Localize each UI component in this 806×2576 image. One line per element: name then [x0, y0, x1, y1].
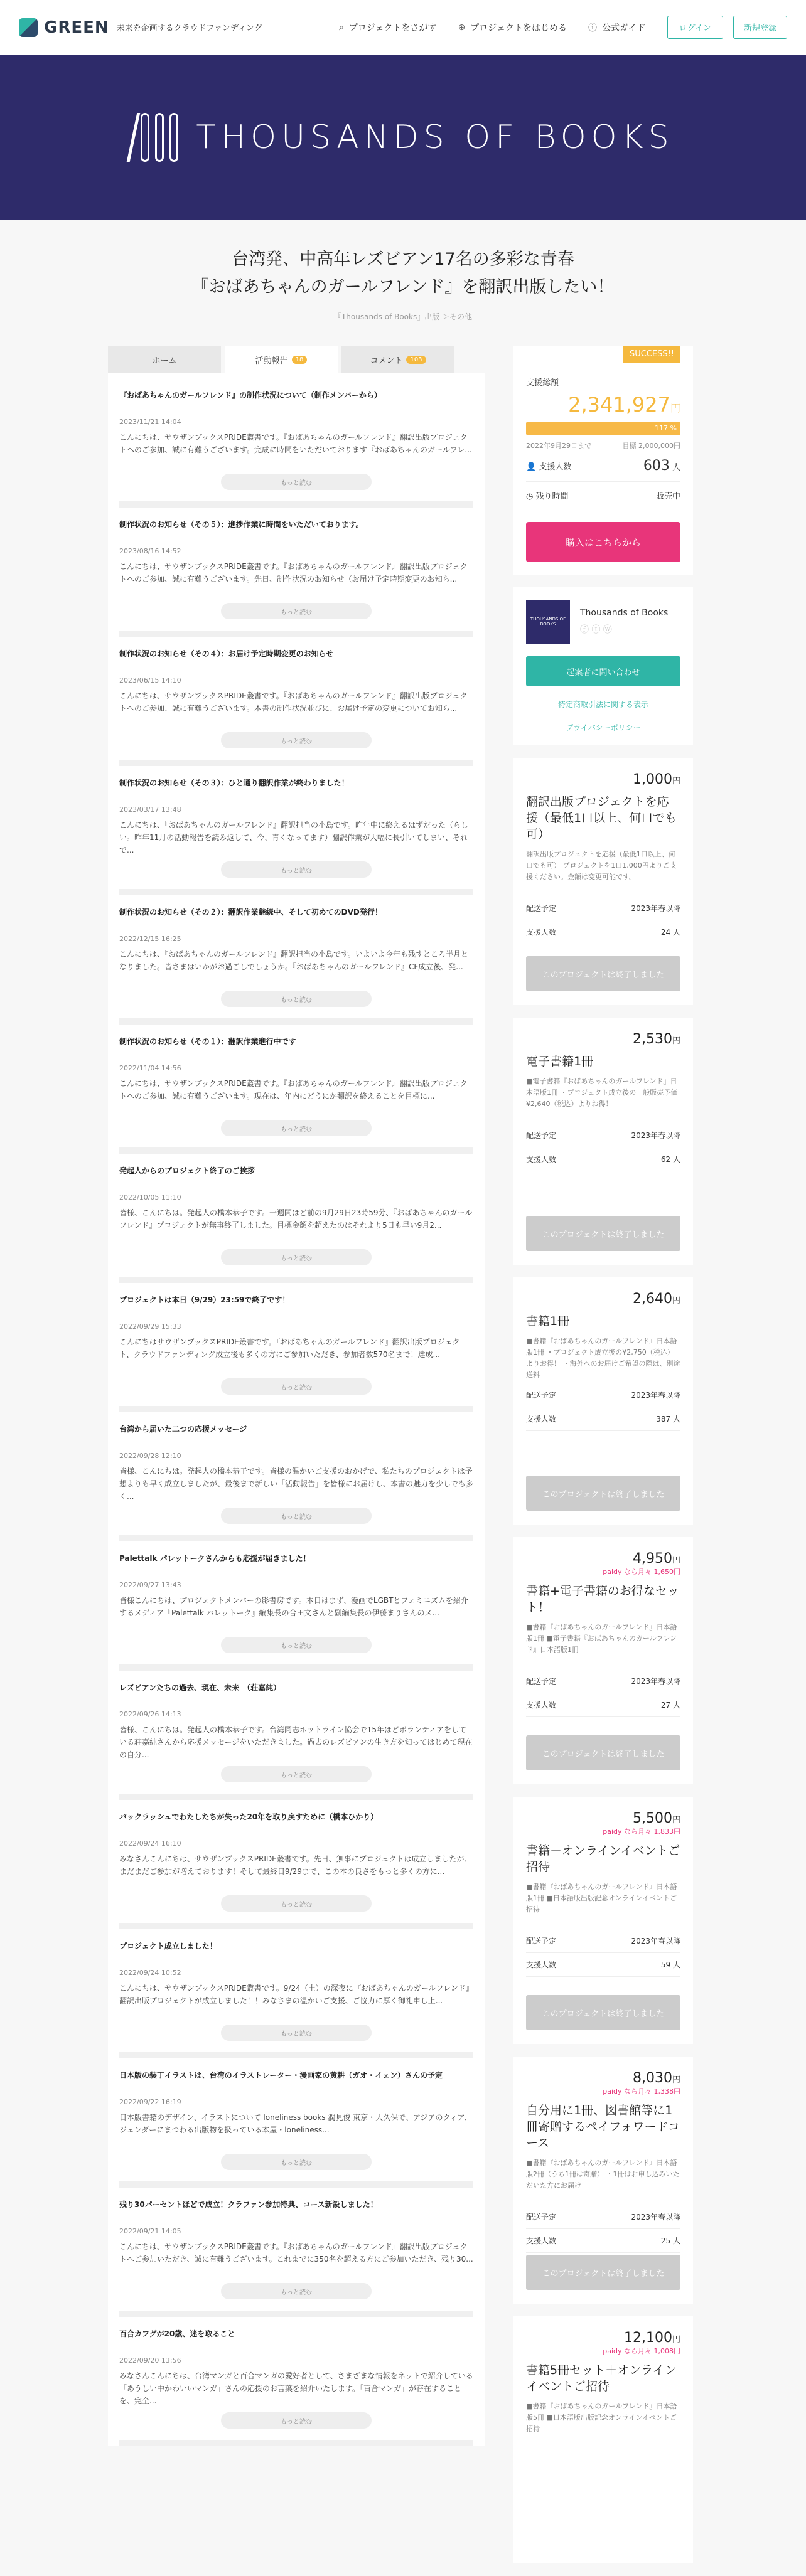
post-date: 2022/11/04 14:56: [119, 1064, 181, 1072]
price-unit: 円: [672, 1556, 680, 1565]
reward-title: 翻訳出版プロジェクトを応援（最低1口以上、何口でも可）: [526, 795, 677, 841]
paidy-note: paidy なら月々 1,833円: [603, 1828, 680, 1836]
ship-label: 配送予定: [526, 1677, 557, 1686]
tab-label: 活動報告: [255, 356, 288, 366]
login-button[interactable]: ログイン: [667, 16, 723, 39]
report-post: [119, 378, 473, 508]
total-amount: [526, 393, 680, 417]
reward-desc: ■書籍『おばあちゃんのガールフレンド』日本語版1冊 ■日本語版出版記念オンラインイベントご招待: [526, 1883, 677, 1913]
post-title[interactable]: 『おばあちゃんのガールフレンド』の制作状況について（制作メンバーから）: [119, 391, 382, 400]
sup-label: 支援人数: [526, 1961, 557, 1969]
reward-title: 書籍1冊: [526, 1314, 570, 1328]
ship-value: 2023年春以降: [631, 904, 680, 913]
report-post: [119, 1929, 473, 2058]
report-post: [119, 1800, 473, 1929]
post-title[interactable]: バックラッシュでわたしたちが失った20年を取り戻すために（橋本ひかり）: [119, 1812, 379, 1821]
sup-value: 25 人: [660, 2237, 680, 2245]
post-date: 2022/09/24 16:10: [119, 1839, 181, 1848]
sup-label: 支援人数: [526, 1415, 557, 1424]
reward-title: 自分用に1冊、図書館等に1冊寄贈するペイフォワードコース: [526, 2104, 680, 2150]
ship-label: 配送予定: [526, 2213, 557, 2222]
clock-icon: ◷: [526, 492, 536, 501]
sup-value: 59 人: [660, 1961, 680, 1969]
reward-price: [526, 772, 680, 787]
reward-desc: ■書籍『おばあちゃんのガールフレンド』日本語版1冊 ・プロジェクト成立後の¥2,750（税込）よりお得！ ・海外へのお届けご希望の際は、別途送料: [526, 1337, 680, 1379]
nav-label: プロジェクトをさがす: [348, 23, 437, 33]
post-title[interactable]: プロジェクトは本日（9/29）23:59で終了です！: [119, 1296, 290, 1304]
post-title[interactable]: 台湾から届いた二つの応援メッセージ: [119, 1425, 247, 1434]
ship-value: 2023年春以降: [631, 1391, 680, 1400]
supporters-row: [526, 450, 680, 482]
sup-value: 62 人: [660, 1155, 680, 1164]
nav-find-projects[interactable]: [339, 21, 437, 34]
post-title[interactable]: 発起人からのプロジェクト終了のご挨拶: [119, 1166, 255, 1175]
price-value: 2,530: [633, 1031, 672, 1047]
reward-price: [526, 2330, 680, 2346]
top-nav: [339, 16, 787, 39]
project-title-block: [0, 220, 806, 322]
reward-price: [526, 1291, 680, 1307]
post-date: 2023/08/16 14:52: [119, 547, 181, 555]
post-date: 2022/09/29 15:33: [119, 1323, 181, 1331]
label-text: 支援人数: [539, 462, 572, 472]
post-date: 2023/03/17 13:48: [119, 806, 181, 814]
reward-supporters-row: [526, 1693, 680, 1717]
green-logo-icon: [19, 18, 38, 37]
signup-button[interactable]: 新規登録: [733, 16, 787, 39]
report-post: [119, 1541, 473, 1671]
reward-supporters-row: [526, 1147, 680, 1171]
report-post: [119, 1412, 473, 1541]
report-post: [119, 895, 473, 1025]
info-icon: ⓘ: [588, 23, 598, 33]
price-unit: 円: [672, 1296, 680, 1306]
amount-unit: 円: [670, 402, 680, 414]
sup-value: 24 人: [660, 928, 680, 937]
post-date: 2022/09/20 13:56: [119, 2356, 181, 2365]
post-excerpt: みなさんこんにちは、サウザンブックスPRIDE叢書です。先日、無事にプロジェクトは成立しましたが、まだまだご参加が増えております！そして最終日9/29まで、この本の良さをもっと多くの方に...: [119, 1855, 472, 1876]
logo[interactable]: [19, 18, 109, 37]
read-more-button[interactable]: もっと読む: [221, 2025, 372, 2041]
paidy-note: paidy なら月々 1,008円: [603, 2347, 680, 2355]
reward-supporters-row: [526, 2229, 680, 2253]
ship-value: 2023年春以降: [631, 1677, 680, 1686]
ship-value: 2023年春以降: [631, 1131, 680, 1140]
facebook-icon[interactable]: ⓕ: [580, 625, 589, 635]
goal: 目標 2,000,000円: [622, 442, 680, 450]
reward-card[interactable]: [513, 1537, 693, 1784]
read-more-button[interactable]: もっと読む: [221, 474, 372, 490]
post-excerpt: 皆様、こんにちは。発起人の橋本恭子です。台湾同志ホットライン協会で15年ほどボランティアをしている荘嘉純さんから応援メッセージをいただきました。過去のレズビアンの生き方を知ってはじめて現在の自分...: [119, 1725, 473, 1759]
reward-list: [513, 758, 693, 2563]
reward-price: [526, 1811, 680, 1826]
tagline: 未来を企画するクラウドファンディング: [116, 24, 262, 33]
count-badge: 18: [292, 356, 308, 364]
title-line-1: 台湾発、中高年レズビアン17名の多彩な青春: [232, 250, 574, 269]
remaining-label: [526, 489, 569, 501]
legal-notice-link[interactable]: 特定商取引法に関する表示: [557, 700, 648, 709]
funding-summary: [513, 346, 693, 575]
reward-price: [526, 2070, 680, 2086]
count-badge: 103: [406, 356, 426, 364]
tab-comments[interactable]: [341, 346, 454, 373]
twitter-icon[interactable]: ⓣ: [591, 625, 601, 635]
reward-card[interactable]: [513, 1797, 693, 2044]
reward-title: 電子書籍1冊: [526, 1055, 594, 1068]
report-post: [119, 508, 473, 637]
read-more-button[interactable]: もっと読む: [221, 603, 372, 619]
post-date: 2022/10/05 11:10: [119, 1193, 181, 1201]
price-unit: 円: [672, 2075, 680, 2085]
reward-card[interactable]: [513, 2316, 693, 2563]
ship-value: 2023年春以降: [631, 1937, 680, 1945]
report-post: [119, 766, 473, 895]
report-post: [119, 2188, 473, 2317]
nav-guide[interactable]: [588, 21, 646, 34]
amount-value: 2,341,927: [568, 393, 670, 417]
ship-row: [526, 897, 680, 920]
reward-card[interactable]: [513, 2057, 693, 2304]
tab-reports[interactable]: [225, 346, 338, 373]
tab-bar: [108, 346, 485, 373]
sup-value: 387 人: [656, 1415, 680, 1424]
progress-bar: 117 %: [526, 422, 680, 435]
nav-label: プロジェクトをはじめる: [470, 23, 567, 33]
reward-title: 書籍＋オンラインイベントご招待: [526, 1844, 680, 1874]
reward-supporters-row: [526, 920, 680, 944]
report-post: [119, 2317, 473, 2446]
ended-button: このプロジェクトは終了しました: [526, 1735, 680, 1770]
report-post: [119, 1671, 473, 1800]
supporters-label: [526, 460, 571, 472]
nav-start-project[interactable]: [458, 21, 567, 34]
success-badge: SUCCESS!!: [623, 346, 680, 363]
ship-row: [526, 1383, 680, 1407]
breadcrumb[interactable]: 『Thousands of Books』出版 ＞その他: [333, 312, 473, 321]
ended-button: このプロジェクトは終了しました: [526, 1995, 680, 2030]
post-excerpt: こんにちは、『おばあちゃんのガールフレンド』翻訳担当の小島です。いよいよ今年も残すところ半月となりました。皆さまはいかがお過ごしでしょうか。『おばあちゃんのガールフレンド』CF成立後、発...: [119, 950, 469, 971]
post-date: 2023/11/21 14:04: [119, 418, 181, 426]
deadline-row: [526, 440, 680, 450]
post-excerpt: 皆様こんにちは、プロジェクトメンバーの影書房です。本日はまず、漫画でLGBTとフェミニズムを紹介するメディア『Palettalk パレットーク』編集長の合田文さんと副編集長の伊藤まりさんのメ...: [119, 1596, 468, 1617]
post-date: 2022/09/28 12:10: [119, 1452, 181, 1460]
report-post: [119, 1025, 473, 1154]
reward-desc: ■電子書籍『おばあちゃんのガールフレンド』日本語版1冊 ・プロジェクト成立後の一般販売予価¥2,640（税込）よりお得！: [526, 1077, 678, 1108]
post-date: 2022/09/21 14:05: [119, 2227, 181, 2235]
ship-row: [526, 1929, 680, 1953]
price-value: 5,500: [633, 1811, 672, 1826]
report-post: [119, 1154, 473, 1283]
read-more-button[interactable]: もっと読む: [221, 2412, 372, 2429]
price-unit: 円: [672, 2335, 680, 2344]
post-excerpt: こんにちは、サウザンブックスPRIDE叢書です。『おばあちゃんのガールフレンド』翻訳出版プロジェクトへのご参加、誠に有難うございます。完成に時間をいただいております『おばあちゃんのガールフレ...: [119, 433, 472, 454]
sup-value: 27 人: [660, 1701, 680, 1710]
report-post: [119, 2058, 473, 2188]
books-logo-icon: [132, 113, 178, 162]
deadline: 2022年9月29日まで: [526, 442, 591, 450]
owner-name[interactable]: Thousands of Books: [580, 608, 669, 618]
post-excerpt: こんにちは、サウザンブックスPRIDE叢書です。『おばあちゃんのガールフレンド』翻訳出版プロジェクトへのご参加、誠に有難うございます。現在は、年内にどうにか翻訳を終えることを目標に...: [119, 1079, 468, 1100]
project-title: [0, 246, 806, 301]
supporters-count: 603: [643, 458, 670, 474]
post-title[interactable]: 残り30パーセントほどで成立！クラファン参加特典、コース新設しました！: [119, 2200, 378, 2209]
sup-label: 支援人数: [526, 1155, 557, 1164]
ship-label: 配送予定: [526, 904, 557, 913]
remaining-row: [526, 482, 680, 509]
reward-card[interactable]: [513, 1277, 693, 1525]
owner-card: [513, 587, 693, 745]
label-text: 残り時間: [535, 492, 569, 501]
post-title[interactable]: 日本版の装丁イラストは、台湾のイラストレーター・漫画家の黄耕（ガオ・イェン）さんの予定: [119, 2071, 443, 2080]
sup-label: 支援人数: [526, 1701, 557, 1710]
web-icon[interactable]: ⓦ: [603, 625, 612, 635]
ship-row: [526, 1669, 680, 1693]
ship-row: [526, 2205, 680, 2229]
reward-desc: 翻訳出版プロジェクトを応援（最低1口以上、何口でも可） プロジェクトを1口1,000円よりご支援ください。金額は変更可能です。: [526, 850, 677, 881]
reward-card[interactable]: [513, 758, 693, 1005]
ship-row: [526, 1124, 680, 1147]
post-title[interactable]: レズビアンたちの過去、現在、未来 （荘嘉純）: [119, 1683, 281, 1692]
read-more-button[interactable]: もっと読む: [221, 861, 372, 878]
price-value: 12,100: [624, 2330, 672, 2346]
read-more-button[interactable]: もっと読む: [221, 732, 372, 748]
post-title[interactable]: 制作状況のお知らせ（その５）：進捗作業に時間をいただいております。: [119, 520, 363, 529]
read-more-button[interactable]: もっと読む: [221, 2283, 372, 2299]
ship-label: 配送予定: [526, 1937, 557, 1945]
post-excerpt: こんにちは、サウザンブックスPRIDE叢書です。『おばあちゃんのガールフレンド』翻訳出版プロジェクトへご参加いただき、誠に有難うございます。これまでに350名を超える方にご参加いただき、残り30...: [119, 2242, 473, 2264]
sup-label: 支援人数: [526, 928, 557, 937]
post-excerpt: みなさんこんにちは、台湾マンガと百合マンガの愛好者として、さまざまな情報をネットで紹介している「あうしい中かわいいマンガ」さんの応援のお言葉を紹介いたします。「百合マンガ」が存在することを、完全...: [119, 2371, 473, 2405]
ship-value: 2023年春以降: [631, 2213, 680, 2222]
tab-label: ホーム: [152, 356, 177, 366]
post-date: 2022/09/22 16:19: [119, 2098, 181, 2106]
price-value: 1,000: [633, 772, 672, 787]
read-more-button[interactable]: もっと読む: [221, 1249, 372, 1265]
total-label: 支援総額: [526, 378, 559, 388]
logo-text: GREEN: [44, 18, 109, 37]
hero-banner: [0, 55, 806, 220]
price-value: 2,640: [633, 1291, 672, 1307]
report-feed: [108, 373, 485, 2446]
post-date: 2022/09/26 14:13: [119, 1710, 181, 1718]
tab-home[interactable]: [108, 346, 221, 373]
remaining-value: 販売中: [655, 492, 680, 501]
read-more-button[interactable]: もっと読む: [221, 1508, 372, 1524]
plus-icon: ⊕: [458, 22, 466, 33]
read-more-button[interactable]: もっと読む: [221, 1895, 372, 1912]
hero-title: THOUSANDS OF BOOKS: [196, 119, 674, 156]
title-line-2: 『おばあちゃんのガールフレンド』を翻訳出版したい！: [191, 277, 615, 297]
post-title[interactable]: Palettalk パレットークさんからも応援が届きました！: [119, 1554, 311, 1563]
post-excerpt: こんにちは、サウザンブックスPRIDE叢書です。9/24（土）の深夜に『おばあちゃんのガールフレンド』翻訳出版プロジェクトが成立しました！！みなさまの温かいご支援、ご協力に厚く御礼申し上...: [119, 1984, 473, 2005]
report-post: [119, 637, 473, 766]
post-title[interactable]: 制作状況のお知らせ（その１）：翻訳作業進行中です: [119, 1037, 296, 1046]
post-excerpt: こんにちは、『おばあちゃんのガールフレンド』翻訳担当の小島です。昨年中に終えるはずだった（らしい。昨年11月の活動報告を読み返して、今、青くなってます）翻訳作業が大幅に長引いてしまい、それで...: [119, 821, 469, 854]
privacy-link[interactable]: プライバシーポリシー: [566, 723, 641, 732]
reward-supporters-row: [526, 1953, 680, 1977]
post-excerpt: 日本版書籍のデザイン、イラストについて loneliness books 潤見俊 東京・大久保で、アジアのクィア、ジェンダーにまつわる出版物を扱っている本屋・loneliness...: [119, 2113, 472, 2134]
post-title[interactable]: 制作状況のお知らせ（その３）：ひと通り翻訳作業が終わりました！: [119, 779, 349, 787]
post-excerpt: 皆様、こんにちは。発起人の橋本恭子です。一週間ほど前の9月29日23時59分、『おばあちゃんのガールフレンド』プロジェクトが無事終了しました。目標金額を超えたのはそれより5日も早い9月2...: [119, 1208, 473, 1230]
buy-button[interactable]: 購入はこちらから: [526, 522, 680, 562]
price-value: 4,950: [633, 1551, 672, 1567]
tab-label: コメント: [370, 356, 403, 366]
ended-button: このプロジェクトは終了しました: [526, 1216, 680, 1251]
read-more-button[interactable]: もっと読む: [221, 2154, 372, 2170]
social-icons: [580, 623, 668, 636]
post-date: 2023/06/15 14:10: [119, 676, 181, 684]
sidebar: [513, 346, 693, 2576]
content-wrap: [108, 346, 806, 2576]
post-excerpt: こんにちはサウザンブックスPRIDE叢書です。『おばあちゃんのガールフレンド』翻訳出版プロジェクト、クラウドファンディング成立後も多くの方にご参加いただき、参加者数570名まで！達成...: [119, 1338, 460, 1359]
post-title[interactable]: 制作状況のお知らせ（その２）：翻訳作業継続中、そして初めてのDVD発行！: [119, 908, 382, 917]
post-date: 2022/12/15 16:25: [119, 935, 181, 943]
post-excerpt: こんにちは、サウザンブックスPRIDE叢書です。『おばあちゃんのガールフレンド』翻訳出版プロジェクトへのご参加、誠に有難うございます。先日、制作状況のお知らせ（お届け予定時期変更のお知ら...: [119, 562, 468, 583]
post-date: 2022/09/27 13:43: [119, 1581, 181, 1589]
search-icon: ⌕: [338, 22, 344, 33]
nav-label: 公式ガイド: [602, 23, 646, 33]
ended-button: このプロジェクトは終了しました: [526, 1476, 680, 1511]
post-excerpt: こんにちは、サウザンブックスPRIDE叢書です。『おばあちゃんのガールフレンド』翻訳出版プロジェクトへのご参加、誠に有難うございます。本書の制作状況並びに、お届け予定の変更についてお知ら...: [119, 691, 468, 713]
price-unit: 円: [672, 777, 680, 786]
reward-supporters-row: [526, 1407, 680, 1431]
reward-title: 書籍+電子書籍のお得なセット！: [526, 1584, 679, 1614]
unit: 人: [672, 463, 680, 472]
read-more-button[interactable]: もっと読む: [221, 1120, 372, 1136]
post-title[interactable]: プロジェクト成立しました！: [119, 1942, 217, 1951]
ended-button: このプロジェクトは終了しました: [526, 956, 680, 991]
paidy-note: paidy なら月々 1,650円: [603, 1568, 680, 1576]
price-unit: 円: [672, 1036, 680, 1046]
report-post: [119, 1283, 473, 1412]
people-icon: 👤: [526, 462, 539, 472]
post-excerpt: 皆様、こんにちは。発起人の橋本恭子です。皆様の温かいご支援のおかげで、私たちのプロジェクトは予想よりも早く成立しましたが、最後まで新しい「活動報告」を皆様にお届けし、本書の魅力を少しでも多く...: [119, 1467, 474, 1501]
reward-price: [526, 1551, 680, 1567]
ship-label: 配送予定: [526, 1131, 557, 1140]
contact-owner-button[interactable]: 起案者に問い合わせ: [526, 656, 680, 686]
post-date: 2022/09/24 10:52: [119, 1969, 181, 1977]
read-more-button[interactable]: もっと読む: [221, 991, 372, 1007]
read-more-button[interactable]: もっと読む: [221, 1637, 372, 1653]
reward-title: 書籍5冊セット＋オンラインイベントご招待: [526, 2363, 677, 2393]
post-title[interactable]: 制作状況のお知らせ（その４）：お届け予定時期変更のお知らせ: [119, 649, 334, 658]
reward-desc: ■書籍『おばあちゃんのガールフレンド』日本語版2冊（うち1冊は寄贈） ・1冊はお申し込みいただいた方にお届け: [526, 2159, 680, 2190]
price-value: 8,030: [633, 2070, 672, 2086]
main-column: [108, 346, 485, 2576]
ship-label: 配送予定: [526, 1391, 557, 1400]
sup-label: 支援人数: [526, 2237, 557, 2245]
site-header: [0, 0, 806, 55]
paidy-note: paidy なら月々 1,338円: [603, 2087, 680, 2095]
owner-avatar[interactable]: THOUSANDS OF BOOKS: [526, 600, 570, 644]
read-more-button[interactable]: もっと読む: [221, 1766, 372, 1782]
price-unit: 円: [672, 1816, 680, 1825]
post-title[interactable]: 百合カフグが20歳、迷を取ること: [119, 2329, 235, 2338]
reward-price: [526, 1031, 680, 1047]
read-more-button[interactable]: もっと読む: [221, 1378, 372, 1395]
ended-button: このプロジェクトは終了しました: [526, 2255, 680, 2290]
reward-card[interactable]: [513, 1018, 693, 1265]
reward-desc: ■書籍『おばあちゃんのガールフレンド』日本語版1冊 ■電子書籍『おばあちゃんのガールフレンド』日本語版1冊: [526, 1623, 677, 1654]
reward-desc: ■書籍『おばあちゃんのガールフレンド』日本語版5冊 ■日本語版出版記念オンラインイベントご招待: [526, 2402, 677, 2433]
